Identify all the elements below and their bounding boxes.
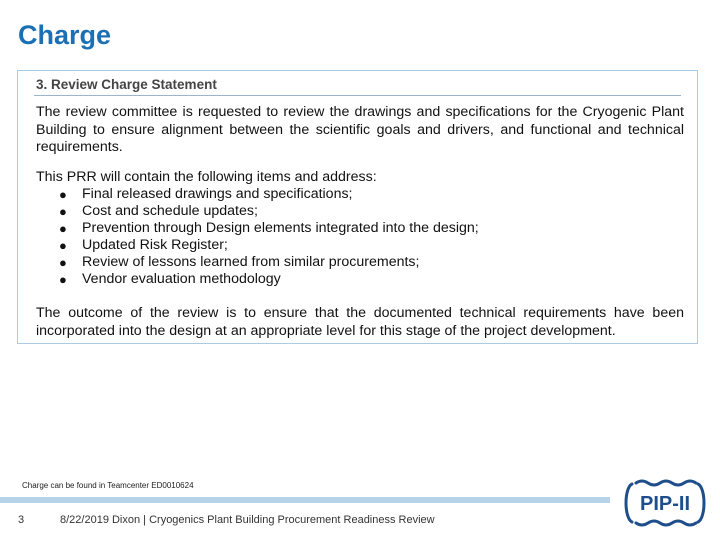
logo-text: PIP-II (639, 493, 691, 515)
logo-bracket-left (626, 484, 632, 522)
bullet-icon: ● (59, 272, 67, 287)
section-heading: 3. Review Charge Statement (36, 77, 217, 92)
bullet-icon: ● (59, 187, 67, 202)
bullet-icon: ● (59, 221, 67, 236)
charge-items-list (58, 186, 479, 288)
list-item: ● Vendor evaluation methodology (59, 271, 281, 287)
list-item: ● Final released drawings and specifications; (59, 186, 353, 202)
logo-wave-top (636, 481, 696, 485)
heading-rule (34, 95, 681, 96)
footer-text: 8/22/2019 Dixon | Cryogenics Plant Building Procurement Readiness Review (60, 514, 435, 526)
footer-bar (0, 497, 610, 503)
bullet-icon: ● (59, 238, 67, 253)
outcome-paragraph: The outcome of the review is to ensure that the documented technical requirements have been incorporated into the design at an appropriate level for this stage of the project development. (36, 305, 684, 339)
intro-paragraph: The review committee is requested to review the drawings and specifications for the Cryogenic Plant Building to ensure alignment between the scientific goals and drivers, and functional and technical requirements. (36, 104, 684, 155)
list-item: ● Prevention through Design elements integrated into the design; (59, 220, 479, 236)
bullet-icon: ● (59, 255, 67, 270)
footnote: Charge can be found in Teamcenter ED0010624 (22, 481, 194, 490)
logo-bracket-right (698, 484, 704, 522)
page-number: 3 (18, 514, 25, 526)
list-item: ● Review of lessons learned from similar procurements; (59, 254, 420, 270)
logo-wave-bottom (636, 521, 696, 525)
page-title: Charge (18, 20, 112, 50)
list-item: ● Cost and schedule updates; (59, 203, 258, 219)
pip-ii-logo (618, 478, 712, 528)
items-intro: This PRR will contain the following items and address: (36, 169, 377, 185)
charge-statement-image (17, 70, 698, 344)
list-item: ● Updated Risk Register; (59, 237, 228, 253)
bullet-icon: ● (59, 204, 67, 219)
